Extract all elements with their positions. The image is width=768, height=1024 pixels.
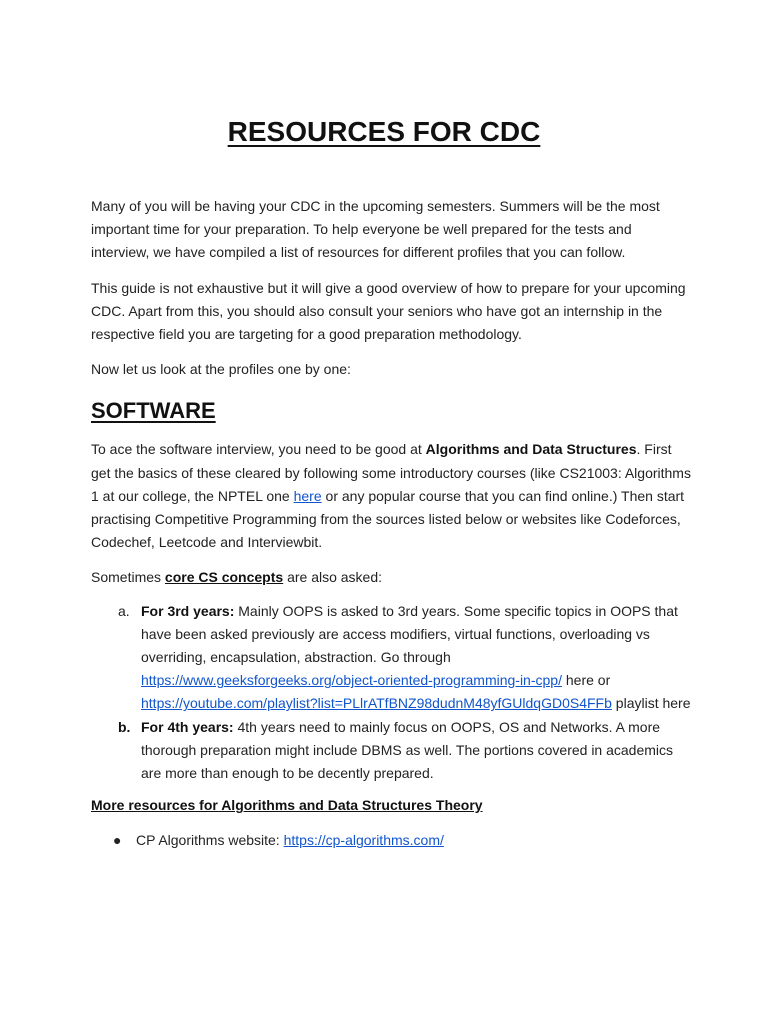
software-p2-text-after: are also asked: xyxy=(283,569,383,586)
document-body xyxy=(91,195,691,853)
list-marker: a. xyxy=(118,602,130,619)
nptel-link[interactable]: here xyxy=(293,487,322,504)
list-item-4th-years xyxy=(91,716,691,786)
page-title: RESOURCES FOR CDC xyxy=(227,116,541,147)
software-paragraph-2 xyxy=(91,566,691,589)
geeksforgeeks-oop-link[interactable]: https://www.geeksforgeeks.org/object-oriented-programming-in-cpp/ xyxy=(141,672,562,689)
resources-bullet-list xyxy=(91,829,691,852)
software-p1-text-middle: . First get the basics of these cleared by following some introductory courses (like CS21003: Algorithms 1 at our college, the NPTEL one xyxy=(91,441,691,504)
list-item-end-text: playlist here xyxy=(611,695,691,712)
list-item-label: For 4th years: xyxy=(141,718,234,735)
software-p2-text-before: Sometimes xyxy=(91,569,165,586)
list-item-text: 4th years need to mainly focus on OOPS, OS and Networks. A more thorough preparation might include DBMS as well. The portions covered in academics are more than enough to be decently prepared. xyxy=(141,718,674,782)
list-item-3rd-years xyxy=(91,600,691,716)
section-heading-software: SOFTWARE xyxy=(91,398,216,424)
core-cs-concepts-bold: core CS concepts xyxy=(164,569,284,586)
intro-paragraph-2: This guide is not exhaustive but it will give a good overview of how to prepare for your upcoming CDC. Apart from this, you should also consult your seniors who have got an internship in the respective field you are targeting for a good preparation methodology. xyxy=(91,279,686,343)
list-item-text: Mainly OOPS is asked to 3rd years. Some specific topics in OOPS that have been asked previously are access modifiers, virtual functions, overloading vs overriding, encapsulation, abstraction. Go through xyxy=(141,602,678,666)
software-p1-bold: Algorithms and Data Structures xyxy=(425,441,637,458)
intro-paragraph-3: Now let us look at the profiles one by one: xyxy=(91,361,351,378)
software-p1-text-after: or any popular course that you can find online.) Then start practising Competitive Programming from the sources listed below or websites like Codeforces, Codechef, Leetcode and Interviewbit. xyxy=(91,487,685,551)
more-resources-heading: More resources for Algorithms and Data Structures Theory xyxy=(91,797,483,814)
bullet-text: CP Algorithms website: xyxy=(136,832,284,849)
software-p1-text-before: To ace the software interview, you need to be good at xyxy=(91,441,426,458)
list-marker: b. xyxy=(118,718,131,735)
bullet-icon: ● xyxy=(113,832,122,849)
software-paragraph-1 xyxy=(91,438,691,554)
cp-algorithms-link[interactable]: https://cp-algorithms.com/ xyxy=(283,832,444,849)
list-item-label: For 3rd years: xyxy=(141,602,235,619)
list-item-mid-text: here or xyxy=(561,672,611,689)
list-item xyxy=(91,829,691,852)
core-cs-list xyxy=(91,600,691,786)
intro-paragraph-1: Many of you will be having your CDC in the upcoming semesters. Summers will be the most important time for your preparation. To help everyone be well prepared for the tests and interview, we have compiled a list of resources for different profiles that you can follow. xyxy=(91,198,660,261)
youtube-playlist-link[interactable]: https://youtube.com/playlist?list=PLlrATfBNZ98dudnM48yfGUldqGD0S4FFb xyxy=(141,695,612,712)
